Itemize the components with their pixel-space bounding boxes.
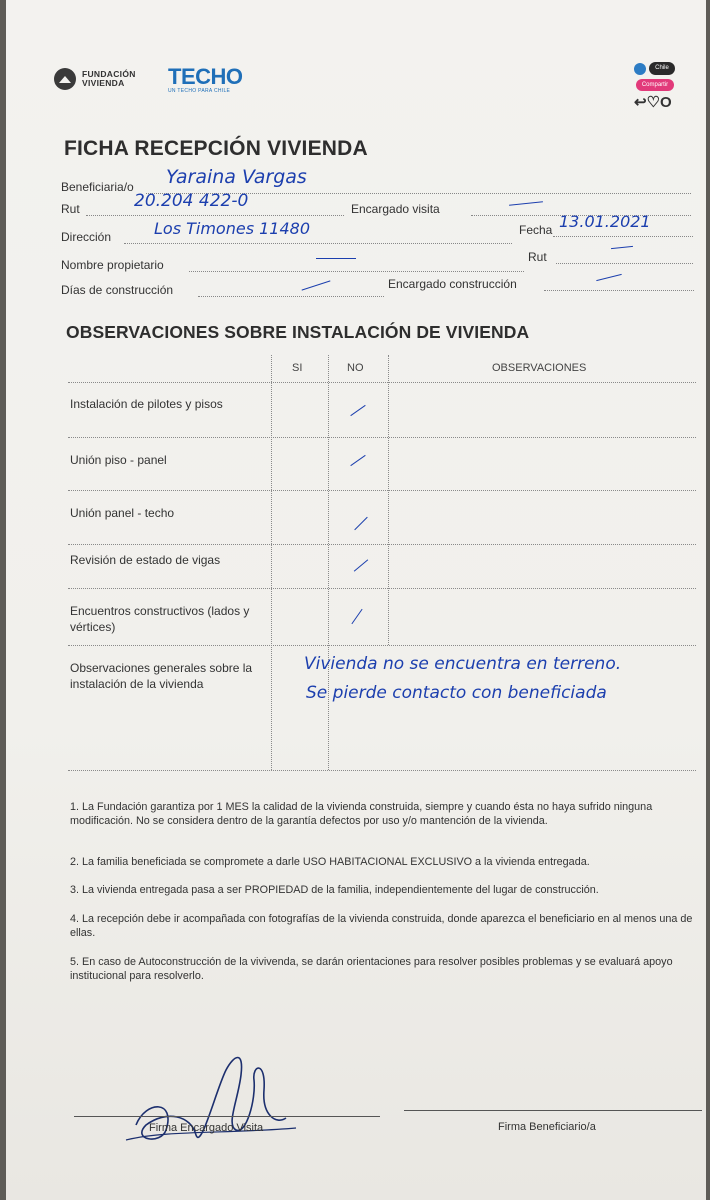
fecha-label: Fecha — [519, 223, 553, 237]
table-rule — [68, 544, 696, 545]
page-title: FICHA RECEPCIÓN VIVIENDA — [64, 137, 368, 160]
logo-pill-1: Chile — [649, 62, 675, 75]
rut2-label: Rut — [528, 250, 547, 264]
general-observation-line-2[interactable]: Se pierde contacto con beneficiada — [306, 683, 607, 703]
table-rule — [68, 490, 696, 491]
encargado-visita-label: Encargado visita — [351, 202, 440, 216]
table-rule — [68, 588, 696, 589]
fecha-line — [553, 236, 693, 237]
dias-construccion-line — [198, 296, 384, 297]
nombre-propietario-line — [189, 271, 524, 272]
fundacion-logo-icon — [54, 68, 76, 90]
table-rule — [68, 645, 696, 646]
direccion-line — [124, 243, 512, 244]
check-mark-icon[interactable] — [354, 517, 367, 530]
nombre-propietario-dash — [316, 258, 356, 259]
fundacion-logo-text-1: FUNDACIÓN — [82, 69, 136, 79]
col-observaciones: OBSERVACIONES — [492, 362, 587, 374]
row-label: Instalación de pilotes y pisos — [70, 397, 223, 411]
table-rule — [68, 382, 696, 383]
circle-icon — [634, 63, 646, 75]
rut-line — [86, 215, 344, 216]
rut-label: Rut — [61, 202, 80, 216]
encargado-construccion-dash — [596, 274, 621, 281]
row-label: Revisión de estado de vigas — [70, 553, 221, 567]
fundacion-vivienda-logo — [54, 68, 136, 90]
techo-logo — [168, 66, 243, 94]
check-mark-icon[interactable] — [350, 455, 365, 466]
section-title: OBSERVACIONES SOBRE INSTALACIÓN DE VIVIENDA — [66, 322, 530, 342]
beneficiario-label: Beneficiaria/o — [61, 180, 134, 194]
techo-logo-tagline: UN TECHO PARA CHILE — [168, 88, 231, 94]
rut2-line — [556, 263, 693, 264]
rut-value[interactable]: 20.204 422-0 — [134, 191, 249, 211]
rut2-dash — [611, 246, 633, 249]
col-divider-3 — [388, 355, 389, 645]
note-3: 3. La vivienda entregada pasa a ser PROPIEDAD de la familia, independientemente del lugar de construcción. — [70, 884, 599, 896]
col-si: SI — [292, 362, 303, 374]
logo-pill-2: Compartir — [636, 79, 674, 91]
row-label: Unión panel - techo — [70, 506, 175, 520]
signature-label-encargado: Firma Encargado Visita — [149, 1122, 264, 1134]
note-2: 2. La familia beneficiada se compromete a darle USO HABITACIONAL EXCLUSIVO a la vivienda entregada. — [70, 856, 590, 868]
note-1: 1. La Fundación garantiza por 1 MES la calidad de la vivienda construida, siempre y cuando ésta no haya sufrido ninguna modificación. No se considera dentro de la garantía defectos por uso y/o mantención de la vivienda. — [70, 801, 653, 827]
check-mark-icon[interactable] — [351, 609, 362, 624]
dias-construccion-dash — [302, 280, 331, 290]
signature-line-beneficiario — [404, 1110, 702, 1111]
note-4: 4. La recepción debe ir acompañada con fotografías de la vivienda construida, donde aparezca el beneficiario en al menos una de ellas. — [70, 913, 693, 939]
beneficiario-value[interactable]: Yaraina Vargas — [166, 166, 307, 188]
encargado-construccion-label: Encargado construcción — [388, 277, 517, 291]
dias-construccion-label: Días de construcción — [61, 283, 174, 297]
techo-logo-text: TECHO — [168, 64, 243, 89]
signature-line-encargado — [74, 1116, 380, 1117]
fecha-value[interactable]: 13.01.2021 — [559, 212, 651, 231]
encargado-construccion-line — [544, 290, 694, 291]
logo-symbols-icon: ↩♡O — [634, 94, 672, 111]
techo-chile-logo — [634, 60, 694, 120]
check-mark-icon[interactable] — [354, 559, 368, 571]
encargado-visita-dash — [509, 201, 543, 206]
row-label: Encuentros constructivos (lados y vértices) — [70, 604, 250, 634]
note-5: 5. En caso de Autoconstrucción de la vivivenda, se darán orientaciones para resolver posibles problemas y se evaluará apoyo institucional para resolverlo. — [70, 956, 673, 982]
table-rule — [68, 770, 696, 771]
col-no: NO — [347, 362, 364, 374]
col-divider-1 — [271, 355, 272, 770]
general-observation-line-1[interactable]: Vivienda no se encuentra en terreno. — [304, 654, 622, 674]
direccion-label: Dirección — [61, 230, 112, 244]
form-sheet — [6, 0, 706, 1200]
nombre-propietario-label: Nombre propietario — [61, 258, 164, 272]
general-observations-label: Observaciones generales sobre la instalación de la vivienda — [70, 661, 253, 691]
fundacion-logo-text-2: VIVIENDA — [82, 78, 125, 88]
signature-label-beneficiario: Firma Beneficiario/a — [498, 1121, 596, 1133]
table-rule — [68, 437, 696, 438]
row-label: Unión piso - panel — [70, 453, 167, 467]
col-divider-2 — [328, 355, 329, 770]
check-mark-icon[interactable] — [350, 405, 365, 416]
direccion-value[interactable]: Los Timones 11480 — [154, 219, 311, 238]
signature-icon — [106, 1030, 306, 1170]
